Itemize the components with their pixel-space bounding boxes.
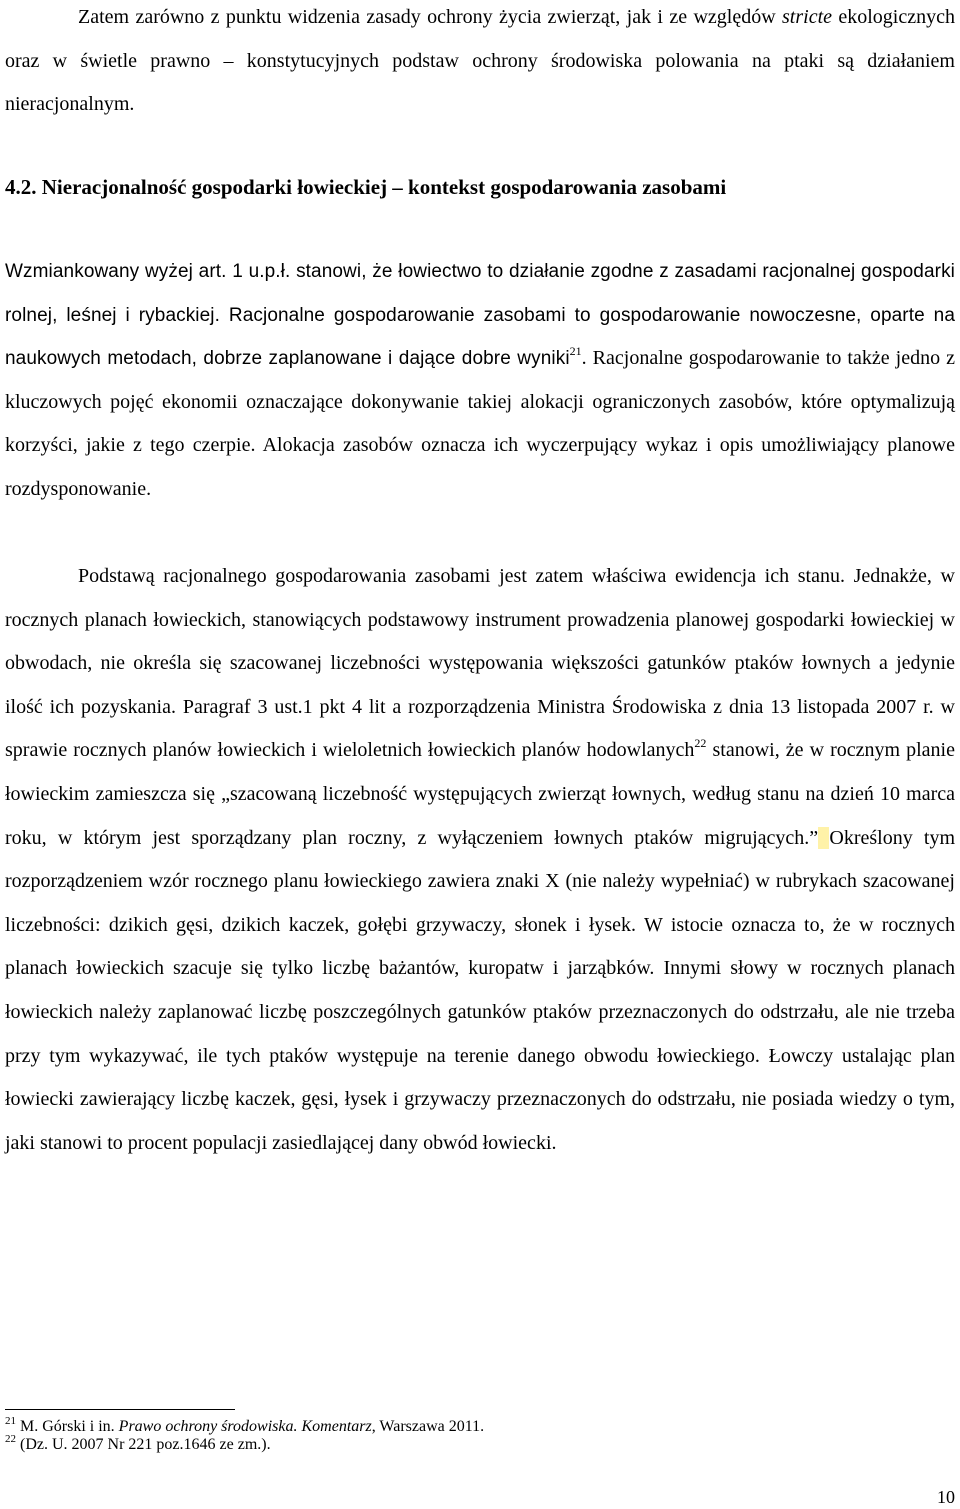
footnote-italic-title: Prawo ochrony środowiska. Komentarz xyxy=(118,1418,372,1435)
footnote-21 xyxy=(5,1415,955,1436)
intro-italic-word: stricte xyxy=(782,6,833,28)
paragraph-hunting-plans xyxy=(5,555,955,1165)
para2-text-3: Określony tym rozporządzeniem wzór rocznego planu łowieckiego zawiera znaki X (nie należy wypełniać) w rubrykach szacowanej liczebności: dzikich gęsi, dzikich kaczek, gołębi grzywaczy, słonek i łysek. W istocie oznacza to, że w rocznych planach łowieckich szacuje się tylko liczbę bażantów, kuropatw i jarząbków. Innymi słowy w rocznych planach łowieckich należy zaplanować liczbę poszczególnych gatunków ptaków przeznaczonych do odstrzału, ale nie trzeba przy tym wykazywać, ile tych ptaków występuje na terenie danego obwodu łowieckiego. Łowczy ustalając plan łowiecki zawierający liczbę kaczek, gęsi, łysek i grzywaczy przeznaczonych do odstrzału, nie posiada wiedzy o tym, jaki stanowi to procent populacji zasiedlającej dany obwód łowiecki. xyxy=(5,826,955,1154)
paragraph-rational-management xyxy=(5,250,955,512)
footnote-text: M. Górski i in. xyxy=(16,1418,119,1435)
intro-text-1: Zatem zarówno z punktu widzenia zasady ochrony życia zwierząt, jak i ze względów xyxy=(78,6,783,28)
document-page xyxy=(5,0,955,1509)
footnote-separator xyxy=(5,1409,235,1410)
intro-text-2: ekologicznych oraz w świetle prawno – konstytucyjnych podstaw ochrony środowiska polowania na ptaki są działaniem nieracjonalnym. xyxy=(5,6,955,116)
footnote-ref-21[interactable]: 21 xyxy=(569,344,582,359)
para2-text-2: stanowi, że w rocznym planie łowieckim zamieszcza się „szacowaną liczebność występujących zwierząt łownych, według stanu na dzień 10 marca roku, w którym jest sporządzany plan roczny, z wyłączeniem łownych ptaków migrujących.” xyxy=(5,739,955,849)
intro-paragraph xyxy=(5,0,955,127)
footnote-number: 22 xyxy=(5,1433,16,1445)
footnotes xyxy=(5,1415,955,1454)
footnote-text: (Dz. U. 2007 Nr 221 poz.1646 ze zm.). xyxy=(16,1436,271,1453)
footnote-text-end: , Warszawa 2011. xyxy=(371,1418,485,1435)
footnote-number: 21 xyxy=(5,1415,16,1427)
highlight-mark xyxy=(818,827,829,849)
para2-text-1: Podstawą racjonalnego gospodarowania zasobami jest zatem właściwa ewidencja ich stanu. Jednakże, w rocznych planach łowieckich, stanowiących podstawowy instrument prowadzenia planowej gospodarki łowieckiej w obwodach, nie określa się szacowanej liczebności występowania większości gatunków ptaków łownych a jedynie ilość ich pozyskania. Paragraf 3 ust.1 pkt 4 lit a rozporządzenia Ministra Środowiska z dnia 13 listopada 2007 r. w sprawie rocznych planów łowieckich i wieloletnich łowieckich planów hodowlanych xyxy=(5,565,955,762)
footnote-22 xyxy=(5,1433,955,1454)
para1-serif-text: . Racjonalne gospodarowanie to także jedno z kluczowych pojęć ekonomii oznaczające dokonywanie takiej alokacji ograniczonych zasobów, które optymalizują korzyści, jakie z tego czerpie. Alokacja zasobów oznacza ich wyczerpujący wykaz i opis umożliwiający planowe rozdysponowanie. xyxy=(5,347,955,500)
footnote-ref-22[interactable]: 22 xyxy=(694,736,707,751)
para1-sans-text: Wzmiankowany wyżej art. 1 u.p.ł. stanowi, że łowiectwo to działanie zgodne z zasadami racjonalnej gospodarki rolnej, leśnej i rybackiej. Racjonalne gospodarowanie zasobami to gospodarowanie nowoczesne, oparte na naukowych metodach, dobrze zaplanowane i dające dobre wyniki xyxy=(5,261,955,370)
page-number: 10 xyxy=(937,1487,955,1507)
section-heading: 4.2. Nieracjonalność gospodarki łowieckiej – kontekst gospodarowania zasobami xyxy=(5,175,727,199)
